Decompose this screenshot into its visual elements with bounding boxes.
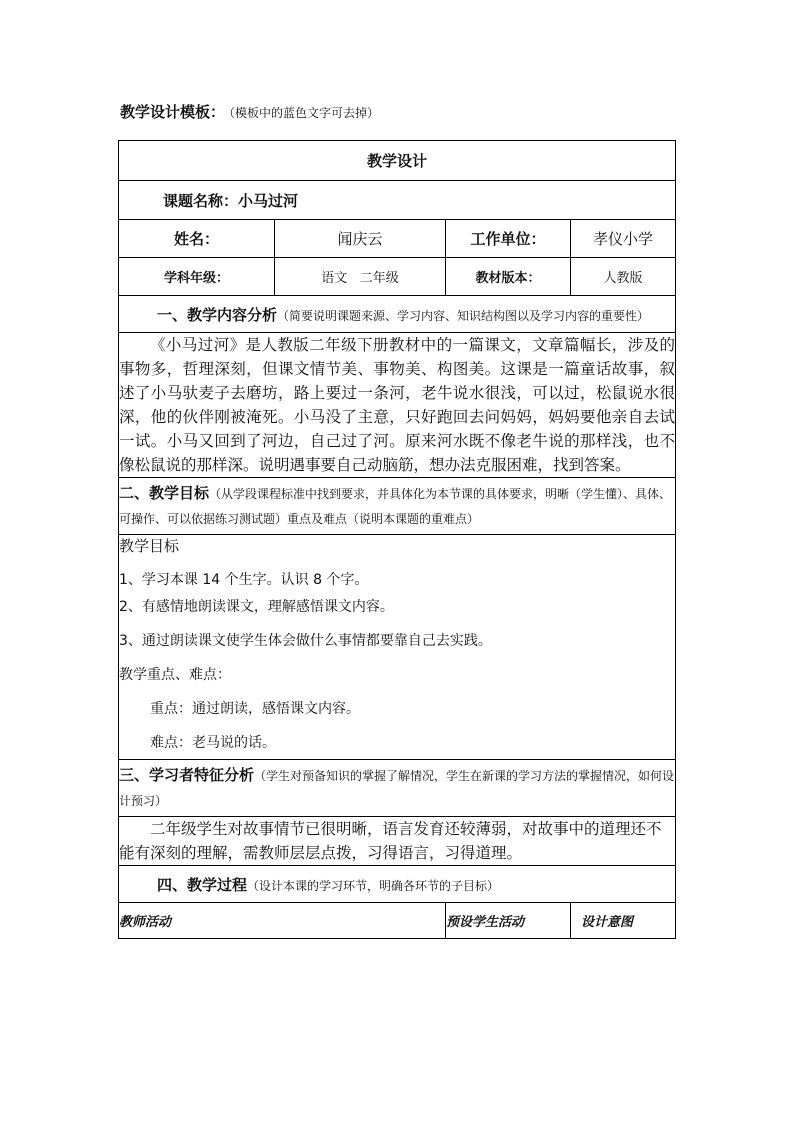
table-heading: 教学设计 bbox=[119, 141, 676, 181]
edition-label: 教材版本： bbox=[446, 258, 571, 296]
title-text: 教学设计模板： bbox=[120, 103, 226, 121]
goals-title: 二、教学目标 bbox=[119, 484, 210, 502]
content-analysis-hint: （简要说明课题来源、学习内容、知识结构图以及学习内容的重要性） bbox=[277, 308, 650, 323]
col-design-intent: 设计意图 bbox=[571, 903, 676, 939]
grade-label: 学科年级： bbox=[119, 258, 275, 296]
key-points-heading: 教学重点、难点： bbox=[119, 667, 231, 683]
content-analysis-heading bbox=[119, 296, 676, 333]
edition-value: 人教版 bbox=[571, 258, 676, 296]
grade-value: 语文 二年级 bbox=[275, 258, 446, 296]
title-note: （模板中的蓝色文字可去掉） bbox=[229, 106, 380, 120]
goals-subheading: 教学目标 bbox=[119, 537, 180, 555]
content-analysis-text: 《小马过河》是人教版二年级下册教材中的一篇课文，文章篇幅长，涉及的事物多，哲理深刻，但课文情节美、事物美、构图美。这课是一篇童话故事，叙述了小马驮麦子去磨坊，路上要过一条河，老牛说水很浅，可以过，松鼠说水很深，他的伙伴刚被淹死。小马没了主意，只好跑回去问妈妈，妈妈要他亲自去试一试。小马又回到了河边，自己过了河。原来河水既不像老牛说的那样浅，也不像松鼠说的那样深。说明遇事要自己动脑筋，想办法克服困难，找到答案。 bbox=[119, 333, 676, 478]
process-title: 四、教学过程 bbox=[157, 875, 248, 894]
unit-label: 工作单位： bbox=[446, 220, 571, 258]
design-table bbox=[118, 140, 676, 939]
process-heading bbox=[119, 866, 676, 903]
learner-hint: （学生对预备知识的掌握了解情况，学生在新课的学习方法的掌握情况，如何设计预习） bbox=[119, 769, 675, 808]
learner-text: 二年级学生对故事情节已很明晰，语言发育还较薄弱，对故事中的道理还不能有深刻的理解，需教师层层点拨，习得语言，习得道理。 bbox=[119, 817, 676, 866]
goal-item-3: 3、通过朗读课文使学生体会做什么事情都要靠自己去实践。 bbox=[119, 633, 492, 649]
key-point: 重点：通过朗读，感悟课文内容。 bbox=[150, 701, 360, 717]
goals-heading bbox=[119, 478, 676, 535]
difficult-point: 难点：老马说的话。 bbox=[150, 735, 276, 751]
content-analysis-title: 一、教学内容分析 bbox=[157, 305, 278, 324]
col-student-activity: 预设学生活动 bbox=[446, 903, 571, 939]
name-value: 闻庆云 bbox=[275, 220, 446, 258]
course-name: 课题名称：小马过河 bbox=[119, 181, 676, 220]
goals-hint: （从学段课程标准中找到要求，并具体化为本节课的具体要求，明晰（学生懂）、具体、可操作、可以依据练习测试题）重点及难点（说明本课题的重难点） bbox=[119, 487, 672, 526]
unit-value: 孝仪小学 bbox=[571, 220, 676, 258]
process-hint: （设计本课的学习环节，明确各环节的子目标） bbox=[247, 878, 500, 893]
learner-title: 三、学习者特征分析 bbox=[119, 766, 255, 784]
name-label: 姓名： bbox=[119, 220, 275, 258]
goal-item-2: 2、有感情地朗读课文，理解感悟课文内容。 bbox=[119, 599, 394, 615]
goals-content bbox=[119, 535, 676, 760]
col-teacher-activity: 教师活动 bbox=[119, 903, 446, 939]
goal-item-1: 1、学习本课 14 个生字。认识 8 个字。 bbox=[119, 572, 369, 588]
learner-heading bbox=[119, 760, 676, 817]
document-title bbox=[120, 101, 379, 122]
